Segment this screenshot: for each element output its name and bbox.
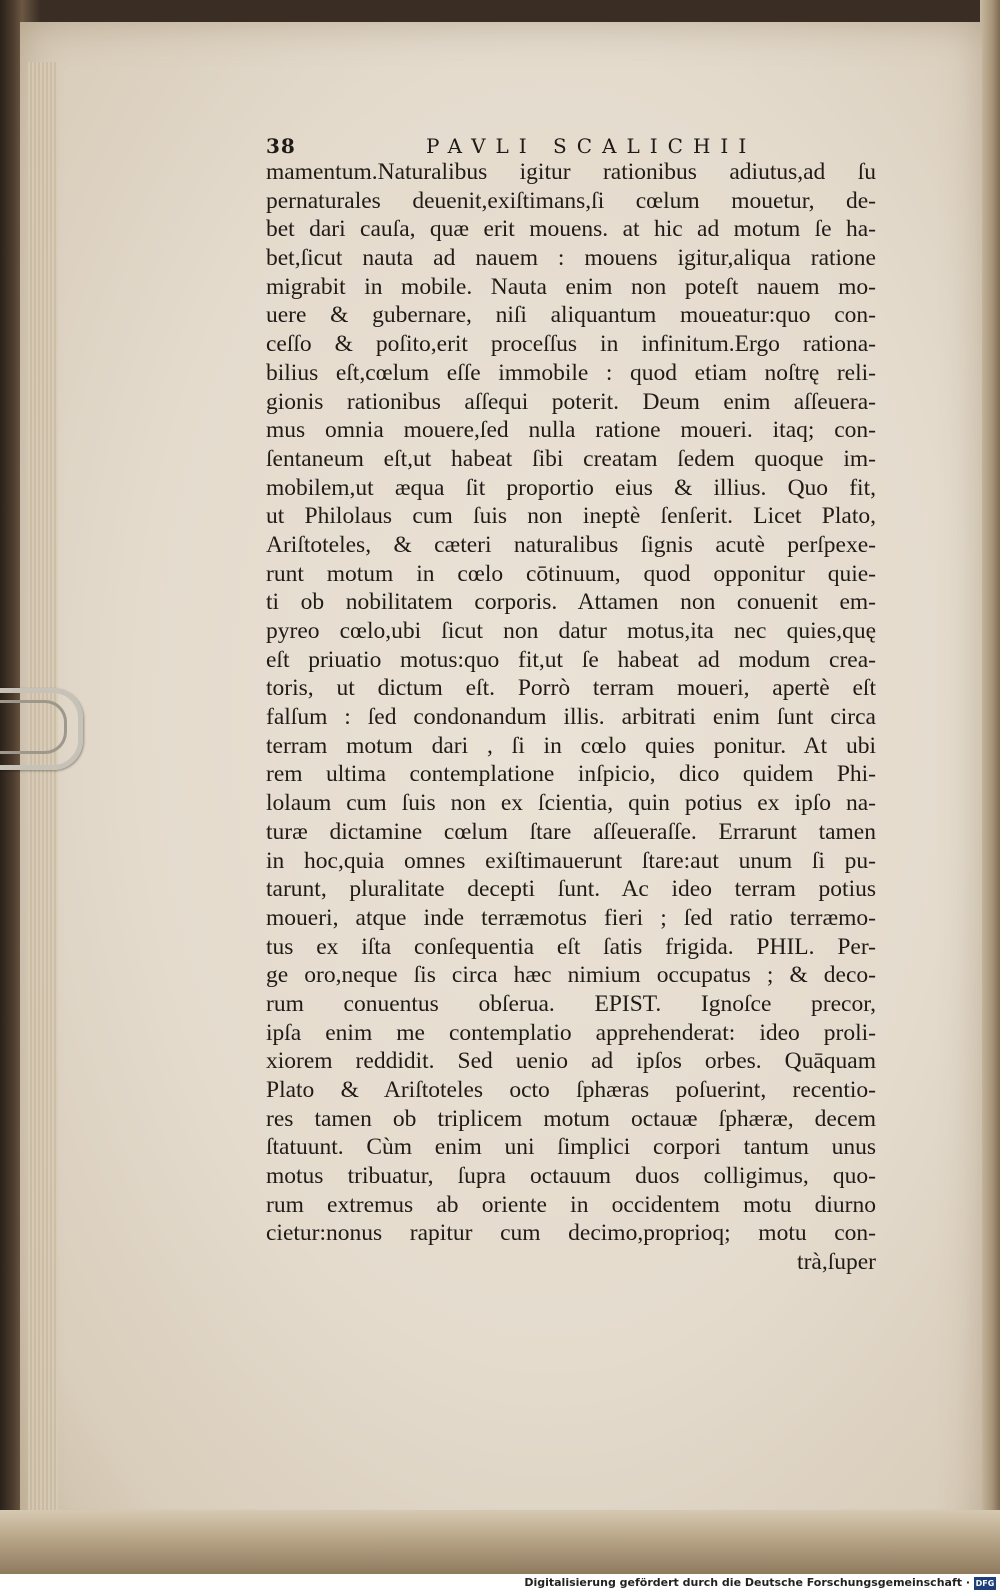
text-line: tarunt, pluralitate decepti ſunt. Ac ideo terram potius (266, 876, 876, 903)
book-edge (980, 0, 1000, 1574)
text-line: trà,ſuper (797, 1249, 876, 1276)
text-line: Ariſtoteles, & cæteri naturalibus ſignis acutè perſpexe- (266, 531, 876, 558)
running-head: PAVLI SCALICHII (426, 134, 757, 158)
text-line: rum conuentus obſerua. EPIST. Ignoſce precor, (266, 990, 876, 1017)
text-line: in hoc,quia omnes exiſtimauerunt ſtare:aut unum ſi pu- (266, 847, 876, 874)
text-line: eſt priuatio motus:quo fit,ut ſe habeat ad modum crea- (266, 646, 876, 673)
text-line: mamentum.Naturalibus igitur rationibus adiutus,ad ſu (266, 159, 876, 185)
footer-bar (0, 1574, 1000, 1594)
dfg-logo: DFG (975, 1579, 995, 1588)
paper-clip-inner (0, 700, 67, 754)
text-line: gionis rationibus aſſequi poterit. Deum enim aſſeuera- (266, 388, 876, 415)
body-text (266, 158, 876, 1277)
page-stack-edge (28, 62, 58, 1532)
text-line: tus ex iſta conſequentia eſt ſatis frigida. PHIL. Per- (266, 933, 876, 960)
text-line: xiorem reddidit. Sed uenio ad ipſos orbes. Quāquam (266, 1048, 876, 1075)
book-bottom-edge (0, 1510, 1000, 1574)
text-line: bet,ſicut nauta ad nauem : mouens igitur,aliqua ratione (266, 245, 876, 272)
text-line: rum extremus ab oriente in occidentem motu diurno (266, 1191, 876, 1218)
text-line: ſentaneum eſt,ut habeat ſibi creatam ſedem quoque im- (266, 445, 876, 472)
page-number: 38 (266, 134, 296, 158)
text-line: ut Philolaus cum ſuis non ineptè ſenſerit. Licet Plato, (266, 503, 876, 530)
text-line: runt motum in cœlo cōtinuum, quod opponitur quie- (266, 560, 876, 587)
text-line: pyreo cœlo,ubi ſicut non datur motus,ita nec quies,quę (266, 618, 876, 644)
text-line: mus omnia mouere,ſed nulla ratione moueri. itaq; con- (266, 417, 876, 444)
text-line: moueri, atque inde terræmotus fieri ; ſed ratio terræmo- (266, 904, 876, 931)
digitization-credit: Digitalisierung gefördert durch die Deutsche Forschungsgemeinschaft · (524, 1576, 970, 1589)
text-line: rem ultima contemplatione inſpicio, dico quidem Phi- (266, 761, 876, 788)
text-line: mobilem,ut æqua ſit proportio eius & illius. Quo fit, (266, 474, 876, 501)
text-line: ge oro,neque ſis circa hæc nimium occupatus ; & deco- (266, 962, 876, 989)
text-line: ſtatuunt. Cùm enim uni ſimplici corpori tantum unus (266, 1134, 876, 1161)
text-line: falſum : ſed condonandum illis. arbitrati enim ſunt circa (266, 704, 876, 731)
text-line: ipſa enim me contemplatio apprehenderat: ideo proli- (266, 1019, 876, 1046)
text-line: Plato & Ariſtoteles octo ſphæras poſuerint, recentio- (266, 1077, 876, 1103)
text-line: cietur:nonus rapitur cum decimo,proprioq; motu con- (266, 1220, 876, 1247)
text-line: lolaum cum ſuis non ex ſcientia, quin potius ex ipſo na- (266, 790, 876, 817)
text-line: turæ dictamine cœlum ſtare aſſeueraſſe. Errarunt tamen (266, 818, 876, 845)
text-line: toris, ut dictum eſt. Porrò terram moueri, apertè eſt (266, 675, 876, 702)
text-line: pernaturales deuenit,exiſtimans,ſi cœlum mouetur, de- (266, 187, 876, 214)
text-line: terram motum dari , ſi in cœlo quies ponitur. At ubi (266, 732, 876, 759)
text-line: ti ob nobilitatem corporis. Attamen non conuenit em- (266, 589, 876, 616)
text-line: uere & gubernare, niſi aliquantum moueatur:quo con- (266, 302, 876, 329)
text-line: bet dari cauſa, quæ erit mouens. at hic ad motum ſe ha- (266, 216, 876, 243)
text-line: res tamen ob triplicem motum octauæ ſphæræ, decem (266, 1105, 876, 1132)
text-line: migrabit in mobile. Nauta enim non poteſt nauem mo- (266, 273, 876, 300)
text-line: ceſſo & poſito,erit proceſſus in infinitum.Ergo rationa- (266, 331, 876, 358)
text-line: motus tribuatur, ſupra octauum duos colligimus, quo- (266, 1163, 876, 1190)
text-line: bilius eſt,cœlum eſſe immobile : quod etiam noſtrę reli- (266, 359, 876, 386)
